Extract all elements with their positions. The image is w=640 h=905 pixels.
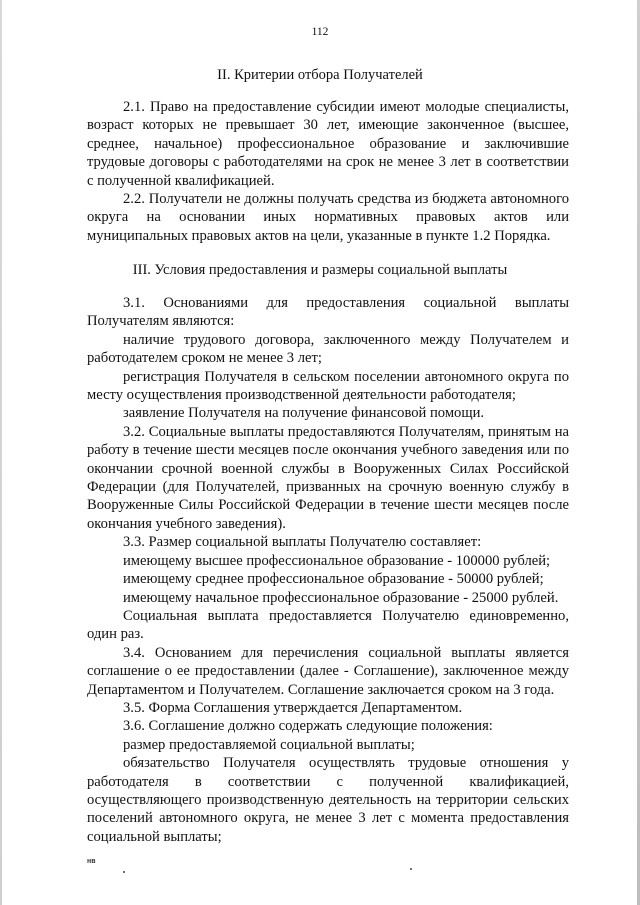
paragraph-3-1-item-contract: наличие трудового договора, заключенного между Получателем и работодателем сроком не менее 3 лет; xyxy=(87,331,569,367)
paragraph-3-1-item-registration: регистрация Получателя в сельском поселении автономного округа по месту осуществления производственной деятельности работодателя; xyxy=(87,368,569,404)
paragraph-3-4: 3.4. Основанием для перечисления социальной выплаты является соглашение о ее предоставлении (далее - Соглашение), заключенное между Департаментом и Получателем. Соглашение заключается сроком на 3 года. xyxy=(87,644,569,698)
paragraph-3-1: 3.1. Основаниями для предоставления социальной выплаты Получателям являются: xyxy=(87,295,569,330)
section-3-title: III. Условия предоставления и размеры социальной выплаты xyxy=(132,262,508,278)
scan-speck xyxy=(410,868,412,870)
paragraph-3-6-item-obligation: обязательство Получателя осуществлять трудовые отношения у работодателя в соответствии с полученной квалификацией, осуществляющего производственную деятельность на территории сельских поселений автономного округа, не менее 3 лет с момента предоставления социальной выплаты; xyxy=(87,755,569,845)
footer-initials: нв xyxy=(87,858,96,865)
scan-edge-left xyxy=(0,0,2,905)
paragraph-3-3-item-higher: имеющему высшее профессиональное образование - 100000 рублей; xyxy=(123,552,551,569)
scan-speck xyxy=(123,871,125,873)
paragraph-3-2: 3.2. Социальные выплаты предоставляются Получателям, принятым на работу в течение шести месяцев после окончания учебного заведения или по окончании срочной военной службы в Вооруженных Силах Российской Федерации (для Получателей, призванных на срочную военную службу в Вооруженные Силы Российской Федерации в течение шести месяцев после окончания учебного заведения). xyxy=(87,423,569,532)
paragraph-3-1-item-application: заявление Получателя на получение финансовой помощи. xyxy=(123,405,485,422)
paragraph-3-3-one-time: Социальная выплата предоставляется Получателю единовременно, один раз. xyxy=(87,607,569,643)
paragraph-3-5: 3.5. Форма Соглашения утверждается Департаментом. xyxy=(123,699,463,716)
paragraph-2-2: 2.2. Получатели не должны получать средства из бюджета автономного округа на основании иных нормативных правовых актов или муниципальных правовых актов на цели, указанные в пункте 1.2 Порядка. xyxy=(87,191,569,244)
paragraph-3-3: 3.3. Размер социальной выплаты Получателю составляет: xyxy=(123,534,482,551)
page-number: 112 xyxy=(311,26,329,38)
section-2-title: II. Критерии отбора Получателей xyxy=(217,67,423,83)
paragraph-3-6-item-amount: размер предоставляемой социальной выплаты; xyxy=(123,736,415,753)
paragraph-3-3-item-primary: имеющему начальное профессиональное образование - 25000 рублей. xyxy=(123,589,559,606)
paragraph-3-3-item-secondary: имеющему среднее профессиональное образование - 50000 рублей; xyxy=(123,571,544,588)
section-3-body xyxy=(87,294,569,846)
paragraph-2-1: 2.1. Право на предоставление субсидии имеют молодые специалисты, возраст которых не превышает 30 лет, имеющие законченное (высшее, среднее, начальное) профессиональное образование и заключившие трудовые договоры с работодателями на срок не менее 3 лет в соответствии с полученной квалификацией. xyxy=(87,99,569,189)
paragraph-3-6: 3.6. Соглашение должно содержать следующие положения: xyxy=(123,718,493,735)
section-2-body xyxy=(87,98,569,245)
